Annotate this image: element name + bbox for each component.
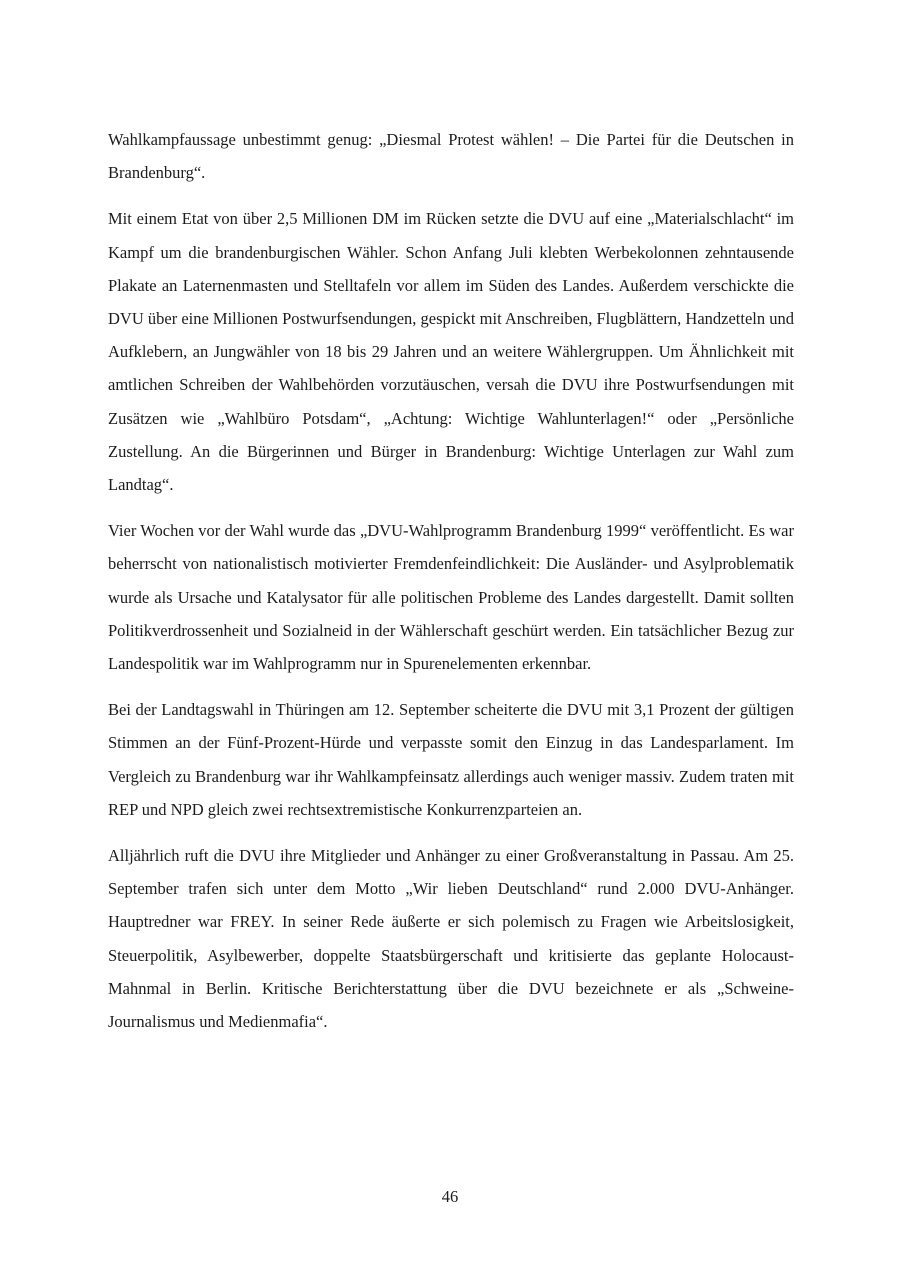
paragraph-4: Bei der Landtagswahl in Thüringen am 12. September scheiterte die DVU mit 3,1 Prozent der gültigen Stimmen an der Fünf-Prozent-Hürde und verpasste somit den Einzug in das Landesparlament. Im Vergleich zu Brandenburg war ihr Wahlkampfeinsatz allerdings auch weniger massiv. Zudem traten mit REP und NPD gleich zwei rechtsextremistische Konkurrenzparteien an. [108,700,794,819]
page-number: 46 [441,1187,459,1206]
paragraph-5: Alljährlich ruft die DVU ihre Mitglieder und Anhänger zu einer Großveranstaltung in Passau. Am 25. September trafen sich unter dem Motto „Wir lieben Deutschland“ rund 2.000 DVU-Anhänger. Hauptredner war FREY. In seiner Rede äußerte er sich polemisch zu Fragen wie Arbeitslosigkeit, Steuerpolitik, Asylbewerber, doppelte Staatsbürgerschaft und kritisierte das geplante Holocaust-Mahnmal in Berlin. Kritische Berichterstattung über die DVU bezeichnete er als „Schweine-Journalismus und Medienmafia“. [108,846,794,1032]
paragraph-2: Mit einem Etat von über 2,5 Millionen DM im Rücken setzte die DVU auf eine „Materialschlacht“ im Kampf um die brandenburgischen Wähler. Schon Anfang Juli klebten Werbekolonnen zehntausende Plakate an Laternenmasten und Stelltafeln vor allem im Süden des Landes. Außerdem verschickte die DVU über eine Millionen Postwurfsendungen, gespickt mit Anschreiben, Flugblättern, Handzetteln und Aufklebern, an Jungwähler von 18 bis 29 Jahren und an weitere Wählergruppen. Um Ähnlichkeit mit amtlichen Schreiben der Wahlbehörden vorzutäuschen, versah die DVU ihre Postwurfsendungen mit Zusätzen wie „Wahlbüro Potsdam“, „Achtung: Wichtige Wahlunterlagen!“ oder „Persönliche Zustellung. An die Bürgerinnen und Bürger in Brandenburg: Wichtige Unterlagen zur Wahl zum Landtag“. [108,209,794,495]
body-text [108,123,794,1051]
paragraph-3: Vier Wochen vor der Wahl wurde das „DVU-Wahlprogramm Brandenburg 1999“ veröffentlicht. Es war beherrscht von nationalistisch motivierter Fremdenfeindlichkeit: Die Ausländer- und Asylproblematik wurde als Ursache und Katalysator für alle politischen Probleme des Landes dargestellt. Damit sollten Politikverdrossenheit und Sozialneid in der Wählerschaft geschürt werden. Ein tatsächlicher Bezug zur Landespolitik war im Wahlprogramm nur in Spurenelementen erkennbar. [108,521,794,674]
paragraph-1: Wahlkampfaussage unbestimmt genug: „Diesmal Protest wählen! – Die Partei für die Deutschen in Brandenburg“. [108,130,794,183]
